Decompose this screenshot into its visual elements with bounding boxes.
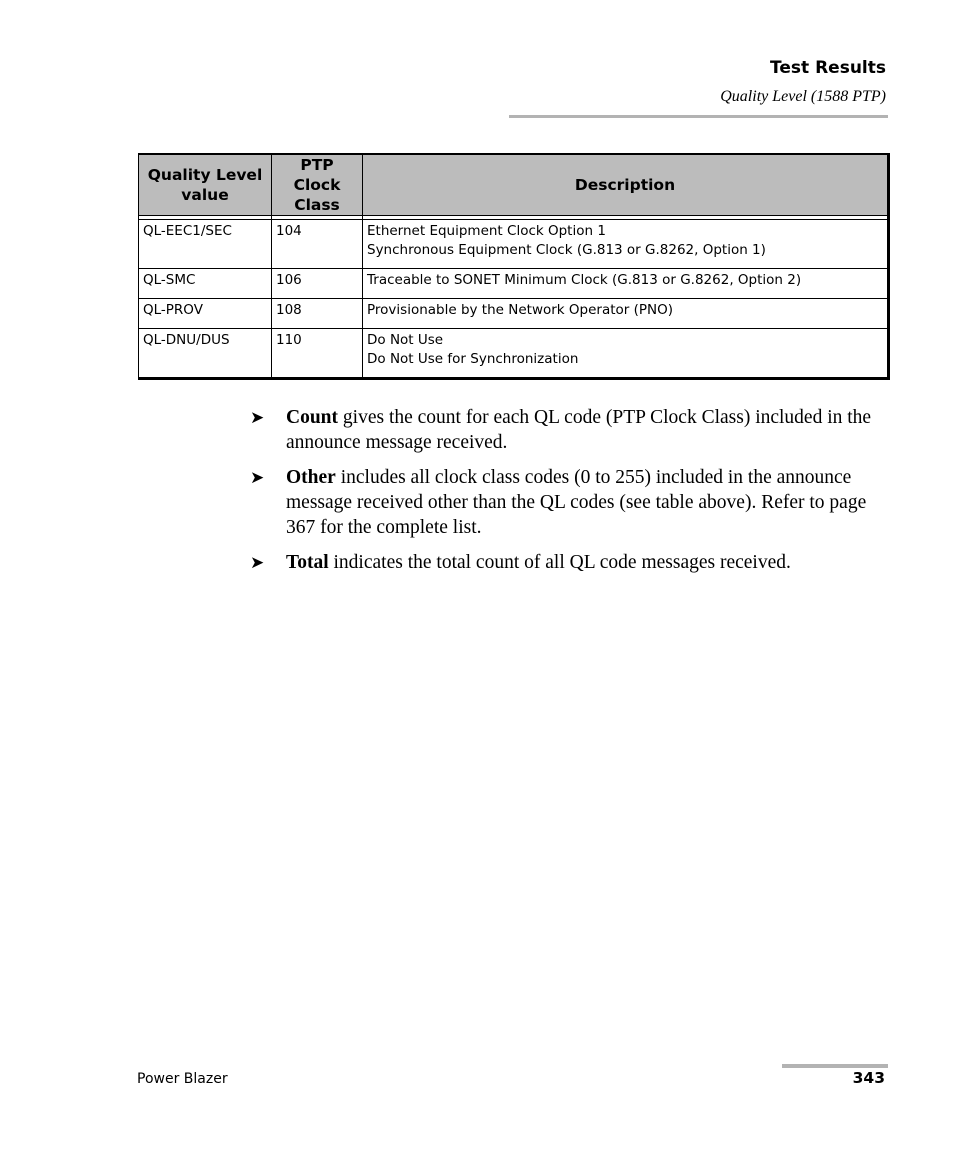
bullet-list xyxy=(250,405,890,585)
description-cell xyxy=(363,329,889,379)
section-subtitle: Quality Level (1588 PTP) xyxy=(720,88,886,105)
bullet-text: gives the count for each QL code (PTP Clock Class) included in the announce message received. xyxy=(286,407,872,453)
description-cell xyxy=(363,269,889,299)
bullet-term: Total xyxy=(286,552,329,573)
column-header-ql-value: Quality Level value xyxy=(139,154,272,216)
ql-value-cell: QL-DNU/DUS xyxy=(139,329,272,379)
quality-level-table xyxy=(138,153,890,380)
bullet-item-other xyxy=(250,465,890,540)
description-line: Synchronous Equipment Clock (G.813 or G.8262, Option 1) xyxy=(367,242,766,258)
bullet-item-total xyxy=(250,550,890,575)
column-header-ptp-clock-class: PTP Clock Class xyxy=(272,154,363,216)
table-header-row xyxy=(139,154,889,216)
description-line: Traceable to SONET Minimum Clock (G.813 or G.8262, Option 2) xyxy=(367,272,802,288)
table-row xyxy=(139,329,889,379)
bullet-text: indicates the total count of all QL code messages received. xyxy=(328,552,791,573)
bullet-term: Count xyxy=(286,407,339,428)
ql-value-cell: QL-SMC xyxy=(139,269,272,299)
table-row xyxy=(139,269,889,299)
section-title: Test Results xyxy=(770,58,886,78)
clock-class-cell: 108 xyxy=(272,299,363,329)
ql-value-cell: QL-PROV xyxy=(139,299,272,329)
column-header-description: Description xyxy=(363,154,889,216)
description-line: Ethernet Equipment Clock Option 1 xyxy=(367,223,606,239)
description-line: Do Not Use for Synchronization xyxy=(367,351,579,367)
footer-divider xyxy=(782,1064,888,1068)
clock-class-cell: 104 xyxy=(272,220,363,269)
description-line: Do Not Use xyxy=(367,332,444,348)
table-row xyxy=(139,299,889,329)
arrow-bullet-icon: ➤ xyxy=(250,468,265,488)
arrow-bullet-icon: ➤ xyxy=(250,408,265,428)
clock-class-cell: 106 xyxy=(272,269,363,299)
page-number: 343 xyxy=(852,1069,885,1087)
table-row xyxy=(139,220,889,269)
header-divider xyxy=(509,115,888,118)
footer-product-name: Power Blazer xyxy=(137,1071,228,1087)
description-cell xyxy=(363,299,889,329)
bullet-term: Other xyxy=(286,467,336,488)
arrow-bullet-icon: ➤ xyxy=(250,553,265,573)
clock-class-cell: 110 xyxy=(272,329,363,379)
description-cell xyxy=(363,220,889,269)
bullet-item-count xyxy=(250,405,890,455)
bullet-text: includes all clock class codes (0 to 255) included in the announce message received other than the QL codes (see table above). Refer to page 367 for the complete list. xyxy=(286,467,867,538)
description-line: Provisionable by the Network Operator (PNO) xyxy=(367,302,674,318)
ql-value-cell: QL-EEC1/SEC xyxy=(139,220,272,269)
